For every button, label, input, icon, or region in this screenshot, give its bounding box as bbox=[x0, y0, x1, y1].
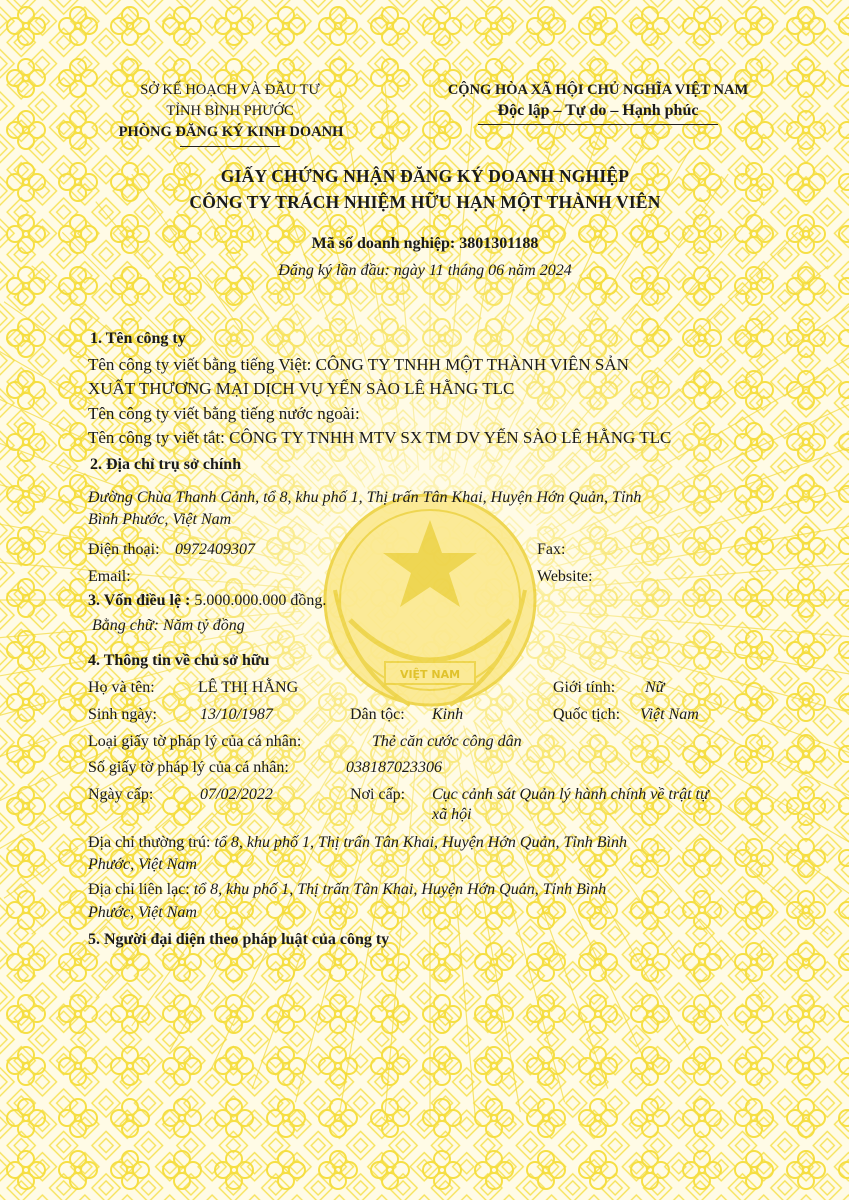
nationality-value: Việt Nam bbox=[640, 706, 699, 723]
phone-label: Điện thoại: bbox=[88, 541, 160, 558]
vn-company-name-line1 bbox=[88, 355, 629, 375]
short-name-value: CÔNG TY TNHH MTV SX TM DV YẾN SÀO LÊ HẰNG TLC bbox=[229, 428, 672, 447]
website-label: Website: bbox=[537, 568, 593, 585]
doc-type-value: Thẻ căn cước công dân bbox=[372, 733, 522, 750]
nationality-label: Quốc tịch: bbox=[553, 706, 621, 723]
address-line2: Bình Phước, Việt Nam bbox=[88, 511, 232, 528]
owner-name-value: LÊ THỊ HẰNG bbox=[198, 679, 299, 696]
permanent-address-value: tổ 8, khu phố 1, Thị trấn Tân Khai, Huyện Hớn Quản, Tỉnh Bình bbox=[214, 834, 627, 851]
ethnicity-label: Dân tộc: bbox=[350, 706, 405, 723]
section3-heading: 3. Vốn điều lệ : bbox=[88, 592, 191, 609]
short-company-name bbox=[88, 428, 671, 448]
national-motto: Độc lập – Tự do – Hạnh phúc bbox=[497, 102, 699, 119]
capital-in-words bbox=[92, 617, 245, 635]
contact-address-line1 bbox=[88, 881, 606, 899]
issue-place-line1: Cục cảnh sát Quản lý hành chính về trật tự bbox=[432, 786, 709, 803]
in-words-label: Bằng chữ: bbox=[92, 617, 159, 634]
permanent-address-label: Địa chỉ thường trú: bbox=[88, 834, 211, 851]
section5-heading: 5. Người đại diện theo pháp luật của công ty bbox=[88, 931, 390, 948]
contact-address-line2: Phước, Việt Nam bbox=[88, 904, 197, 921]
permanent-address-line1 bbox=[88, 834, 627, 852]
issue-place-label: Nơi cấp: bbox=[350, 786, 406, 803]
section2-heading: 2. Địa chỉ trụ sở chính bbox=[90, 456, 242, 473]
doc-number-label: Số giấy tờ pháp lý của cá nhân: bbox=[88, 759, 289, 776]
doc-type-label: Loại giấy tờ pháp lý của cá nhân: bbox=[88, 733, 302, 750]
in-words-value: Năm tỷ đồng bbox=[162, 617, 245, 634]
ethnicity-value: Kinh bbox=[432, 706, 464, 723]
issuer-line1: SỞ KẾ HOẠCH VÀ ĐẦU TƯ bbox=[140, 82, 320, 98]
enterprise-code-label: Mã số doanh nghiệp: bbox=[311, 235, 456, 252]
dob-label: Sinh ngày: bbox=[88, 706, 157, 723]
issue-date-label: Ngày cấp: bbox=[88, 786, 154, 803]
email-label: Email: bbox=[88, 568, 131, 585]
company-type-title: CÔNG TY TRÁCH NHIỆM HỮU HẠN MỘT THÀNH VIÊN bbox=[189, 192, 661, 212]
issue-place-line2: xã hội bbox=[432, 806, 472, 823]
emblem-ribbon-text: VIỆT NAM bbox=[399, 668, 461, 681]
section1-heading: 1. Tên công ty bbox=[90, 330, 186, 347]
foreign-name-label: Tên công ty viết bằng tiếng nước ngoài: bbox=[88, 404, 360, 423]
address-line1: Đường Chùa Thanh Cảnh, tổ 8, khu phố 1, Thị trấn Tân Khai, Huyện Hớn Quản, Tỉnh bbox=[88, 489, 642, 506]
gender-value: Nữ bbox=[645, 679, 665, 696]
contact-address-value: tổ 8, khu phố 1, Thị trấn Tân Khai, Huyện Hớn Quản, Tỉnh Bình bbox=[193, 881, 607, 898]
certificate-title: GIẤY CHỨNG NHẬN ĐĂNG KÝ DOANH NGHIỆP bbox=[220, 166, 630, 186]
national-title: CỘNG HÒA XÃ HỘI CHỦ NGHĨA VIỆT NAM bbox=[447, 82, 749, 98]
vn-company-name-line2: XUẤT THƯƠNG MẠI DỊCH VỤ YẾN SÀO LÊ HẰNG TLC bbox=[88, 379, 515, 398]
issuer-line3: PHÒNG ĐĂNG KÝ KINH DOANH bbox=[118, 124, 344, 140]
gender-label: Giới tính: bbox=[553, 679, 616, 696]
dob-value: 13/10/1987 bbox=[200, 706, 273, 723]
enterprise-code-value: 3801301188 bbox=[459, 235, 539, 252]
owner-name-label: Họ và tên: bbox=[88, 679, 155, 696]
short-name-label: Tên công ty viết tắt: bbox=[88, 428, 225, 447]
issue-date-value: 07/02/2022 bbox=[200, 786, 273, 803]
issuer-underline bbox=[180, 146, 280, 147]
vn-name-label: Tên công ty viết bằng tiếng Việt: bbox=[88, 355, 312, 374]
fax-label: Fax: bbox=[537, 541, 566, 558]
first-registration-date: Đăng ký lần đầu: ngày 11 tháng 06 năm 2024 bbox=[278, 262, 572, 279]
capital-value: 5.000.000.000 đồng. bbox=[194, 592, 327, 609]
enterprise-code bbox=[80, 235, 770, 253]
doc-number-value: 038187023306 bbox=[346, 759, 442, 776]
vn-name-value: CÔNG TY TNHH MỘT THÀNH VIÊN SẢN bbox=[315, 355, 629, 374]
motto-underline bbox=[478, 124, 718, 125]
section3-capital bbox=[88, 592, 326, 610]
phone-value: 0972409307 bbox=[175, 541, 255, 558]
issuer-line2: TỈNH BÌNH PHƯỚC bbox=[166, 103, 294, 119]
contact-address-label: Địa chỉ liên lạc: bbox=[88, 881, 190, 898]
section4-heading: 4. Thông tin về chủ sở hữu bbox=[88, 652, 270, 669]
permanent-address-line2: Phước, Việt Nam bbox=[88, 856, 197, 873]
